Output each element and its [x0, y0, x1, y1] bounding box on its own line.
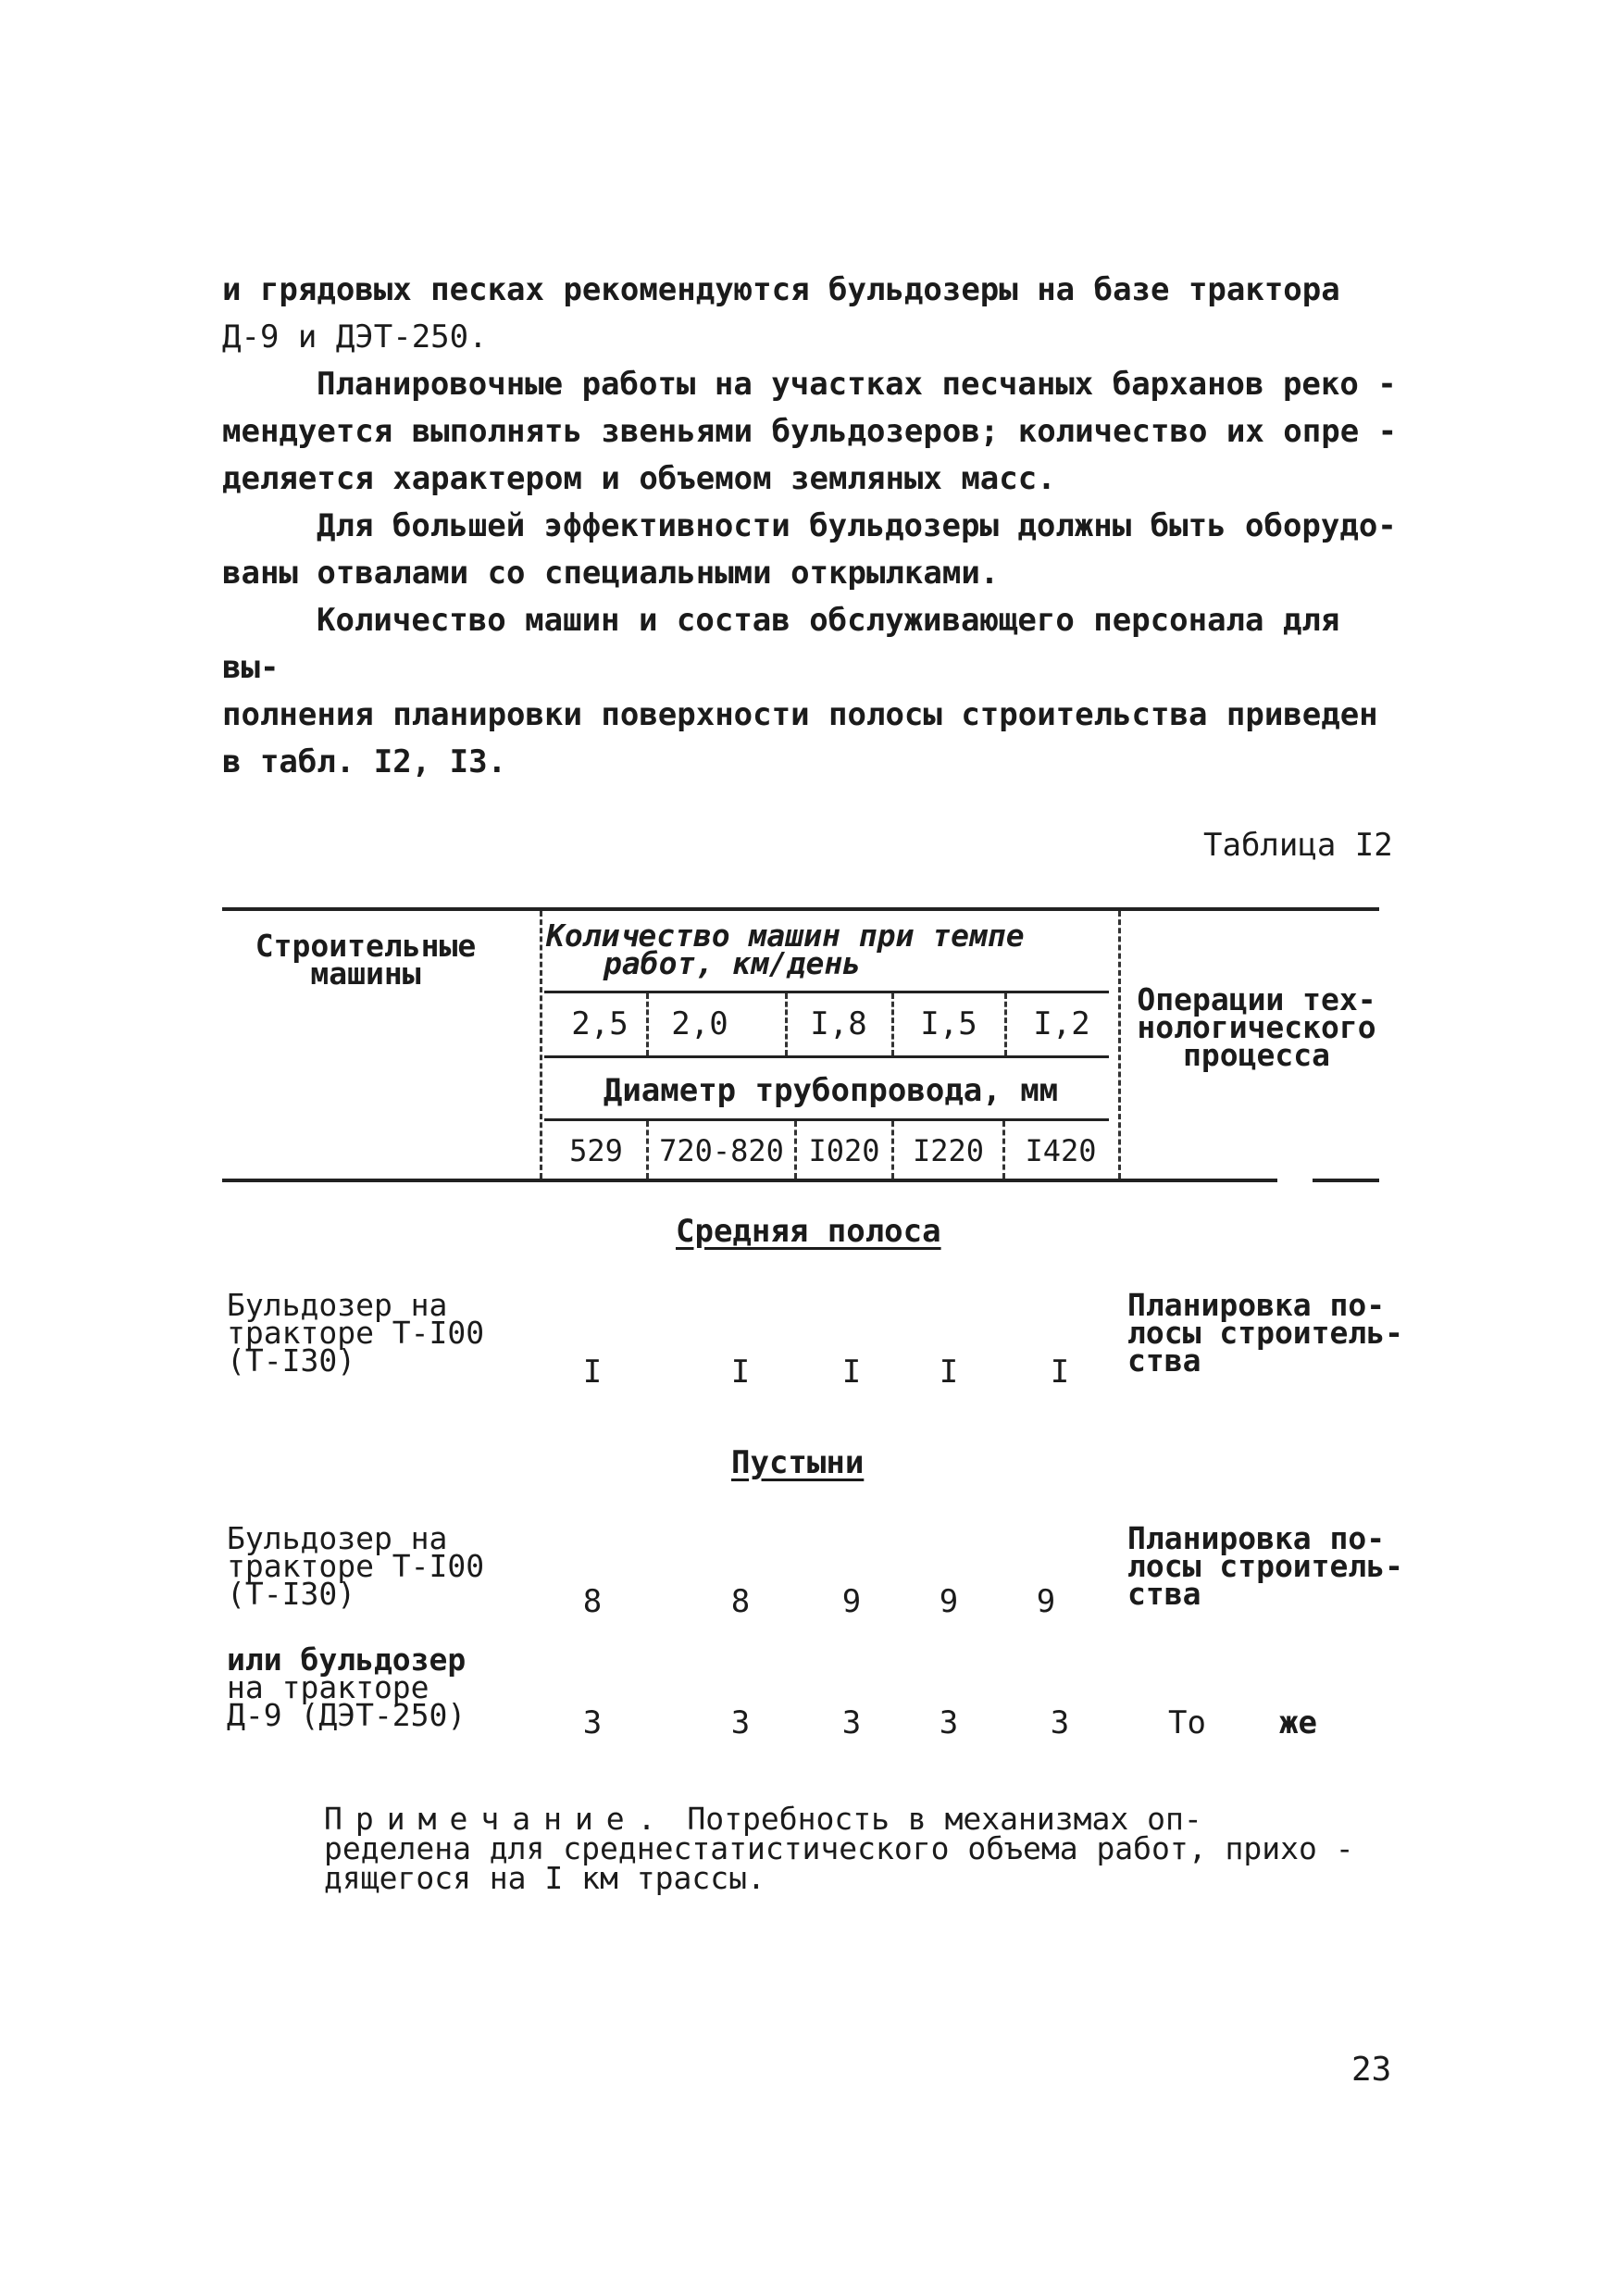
table-bottom-rule	[1313, 1179, 1379, 1182]
note-line: дящегося на I км трассы.	[324, 1860, 765, 1896]
text-line: Д-9 и ДЭТ-250.	[222, 318, 488, 356]
table-bottom-rule	[222, 1179, 1277, 1182]
row-value: I	[1050, 1354, 1070, 1391]
text-line: Планировочные работы на участках песчаных барханов реко -	[317, 366, 1397, 403]
header-operations	[1134, 981, 1379, 1073]
column-divider	[540, 911, 542, 1179]
row-value: 9	[939, 1583, 959, 1620]
column-divider	[1004, 993, 1007, 1055]
tempo-value: 2,5	[571, 1005, 629, 1042]
operation-line: Планировка по-	[1127, 1287, 1386, 1323]
operation-line: ства	[1127, 1342, 1201, 1379]
diameter-value: I220	[912, 1133, 985, 1168]
tempo-value: I,5	[920, 1005, 977, 1042]
column-divider	[646, 993, 649, 1055]
text-line: и грядовых песках рекомендуются бульдозеры на базе трактора	[222, 271, 1340, 308]
text-line: Для большей эффективности бульдозеры должны быть оборудо-	[317, 507, 1397, 544]
note-label: Примечание.	[324, 1801, 669, 1837]
row-operation	[1127, 1520, 1404, 1612]
machine-line: (Т-I30)	[227, 1576, 356, 1612]
row-value: I	[939, 1354, 959, 1391]
text-line: Количество машин и состав обслуживающего персонала для вы-	[222, 602, 1340, 686]
header-machines	[231, 928, 500, 992]
operation-line: Планировка по-	[1127, 1520, 1386, 1556]
row-value: 8	[730, 1583, 751, 1620]
text-line: в табл. I2, I3.	[222, 743, 507, 780]
section-title: Средняя полоса	[676, 1213, 941, 1250]
text-line: деляется характером и объемом земляных масс.	[222, 460, 1056, 497]
operation-line: лосы строитель-	[1127, 1548, 1404, 1584]
row-value: 9	[1036, 1583, 1056, 1620]
machine-line: на тракторе	[227, 1669, 429, 1705]
column-divider	[1118, 911, 1121, 1179]
row-value: 3	[730, 1704, 751, 1741]
row-value: 3	[939, 1704, 959, 1741]
machine-line: тракторе Т-I00	[227, 1315, 485, 1351]
header-quantity	[546, 917, 1025, 981]
row-value: 3	[582, 1704, 603, 1741]
paragraph-2	[222, 361, 1398, 503]
machine-line: или бульдозер	[227, 1641, 467, 1678]
header-rule	[544, 1055, 1109, 1058]
page-number: 23	[1351, 2051, 1392, 2089]
row-operation: же	[1279, 1704, 1317, 1741]
note-line: Потребность в механизмах оп-	[687, 1801, 1202, 1837]
text-line: полнения планировки поверхности полосы строительства приведен	[222, 696, 1378, 733]
row-value: I	[582, 1354, 603, 1391]
tempo-value: I,2	[1033, 1005, 1090, 1042]
diameter-value: 720-820	[659, 1133, 784, 1168]
table-top-rule	[222, 907, 1379, 911]
row-value: I	[730, 1354, 751, 1391]
note	[324, 1801, 1202, 1837]
diameter-label: Диаметр трубопровода, мм	[603, 1072, 1059, 1109]
header-line: нологического	[1137, 1009, 1376, 1045]
section-title: Пустыни	[731, 1444, 865, 1481]
paragraph-1	[222, 267, 1398, 361]
tempo-value: 2,0	[671, 1005, 728, 1042]
table-caption: Таблица I2	[1203, 827, 1393, 864]
diameter-value: I020	[808, 1133, 880, 1168]
header-line: Операции тех-	[1137, 981, 1376, 1017]
header-line: работ, км/день	[604, 945, 862, 981]
header-line: Строительные	[255, 928, 477, 964]
note-line: ределена для среднестатистического объема работ, прихо -	[324, 1830, 1354, 1866]
operation-line: ства	[1127, 1576, 1201, 1612]
tempo-value: I,8	[810, 1005, 867, 1042]
row-operation: То	[1168, 1704, 1206, 1741]
diameter-value: I420	[1025, 1133, 1097, 1168]
paragraph-4	[222, 597, 1398, 786]
row-value: 9	[841, 1583, 862, 1620]
machine-line: Бульдозер на	[227, 1287, 448, 1323]
header-rule	[544, 1118, 1109, 1121]
row-value: I	[841, 1354, 862, 1391]
machine-line: тракторе Т-I00	[227, 1548, 485, 1584]
row-value: 3	[841, 1704, 862, 1741]
row-machine	[227, 1287, 485, 1379]
diameter-value: 529	[569, 1133, 623, 1168]
row-machine	[227, 1520, 485, 1612]
paragraph-3	[222, 503, 1398, 597]
header-line: Количество машин при темпе	[546, 917, 1025, 954]
row-value: 3	[1050, 1704, 1070, 1741]
column-divider	[891, 993, 894, 1055]
operation-line: лосы строитель-	[1127, 1315, 1404, 1351]
header-rule	[544, 991, 1109, 993]
row-operation	[1127, 1287, 1404, 1379]
row-value: 8	[582, 1583, 603, 1620]
header-line: процесса	[1183, 1037, 1330, 1073]
machine-line: Д-9 (ДЭТ-250)	[227, 1697, 467, 1733]
text-line: мендуется выполнять звеньями бульдозеров; количество их опре -	[222, 413, 1398, 450]
machine-line: Бульдозер на	[227, 1520, 448, 1556]
row-machine	[227, 1641, 467, 1733]
text-line: ваны отвалами со специальными открылками.	[222, 555, 1000, 592]
column-divider	[785, 993, 788, 1055]
header-line: машины	[310, 955, 421, 992]
machine-line: (Т-I30)	[227, 1342, 356, 1379]
